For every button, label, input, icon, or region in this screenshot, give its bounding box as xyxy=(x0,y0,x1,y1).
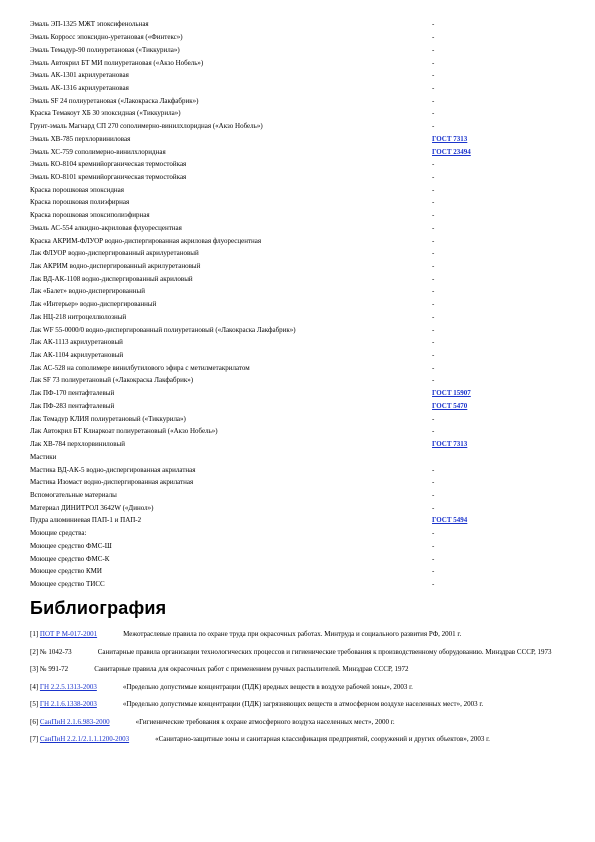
material-name: Лак ПФ-283 пентафталевый xyxy=(30,401,115,410)
material-name: Лак WF 55-0000/0 водно-диспергированный полиуретановый («Лакокраска Лакфабрик») xyxy=(30,325,296,334)
standard-value: - xyxy=(432,198,435,207)
table-row xyxy=(30,234,570,247)
standard-value: - xyxy=(432,223,435,232)
table-row xyxy=(30,272,570,285)
bibliography-number: [6] xyxy=(30,717,39,726)
table-row xyxy=(30,82,570,95)
table-row xyxy=(30,323,570,336)
material-name: Лак АК-1104 акрилуретановый xyxy=(30,351,124,360)
table-row xyxy=(30,298,570,311)
table-row xyxy=(30,158,570,171)
standard-value: - xyxy=(432,414,435,423)
bibliography-number: [2] xyxy=(30,647,39,656)
table-row xyxy=(30,501,570,514)
table-row xyxy=(30,476,570,489)
standard-value: - xyxy=(432,58,435,67)
material-name: Краска порошковая полиэфирная xyxy=(30,198,130,207)
reference-title: «Гигиенические требования к охране атмосферного воздуха населенных мест», 2000 г. xyxy=(135,717,395,726)
reference-title: «Санитарно-защитные зоны и санитарная классификация предприятий, сооружений и других объектов», 2003 г. xyxy=(155,735,490,743)
standard-link[interactable]: ГОСТ 23494 xyxy=(432,147,471,156)
table-row xyxy=(30,260,570,273)
standard-value: - xyxy=(432,529,435,538)
material-name: Вспомогательные материалы xyxy=(30,490,117,499)
table-row xyxy=(30,18,570,31)
material-name: Лак ВД-АК-1108 водно-диспергированный акриловый xyxy=(30,274,193,283)
material-name: Моющее средство ФМС-Ш xyxy=(30,541,112,550)
table-row xyxy=(30,69,570,82)
table-row xyxy=(30,374,570,387)
standard-value: - xyxy=(432,160,435,169)
table-row xyxy=(30,514,570,527)
table-row xyxy=(30,94,570,107)
bibliography-item xyxy=(30,700,568,710)
standard-value: - xyxy=(432,376,435,385)
table-row xyxy=(30,412,570,425)
bibliography-list xyxy=(30,630,568,753)
material-name: Эмаль Автокрил БТ МИ полиуретановая («Акзо Нобель») xyxy=(30,58,204,67)
material-name: Лак АС-528 на сополимере винилбутилового эфира с метилметакрилатом xyxy=(30,363,250,372)
table-row xyxy=(30,171,570,184)
material-name: Лак АКРИМ водно-диспергированный акрилуретановый xyxy=(30,262,201,271)
material-name: Лак Автокрил БТ Клиаркоат полиуретановый («Акзо Нобель») xyxy=(30,427,218,436)
material-name: Эмаль Корросс эпоксидно-уретановая («Финтекс») xyxy=(30,33,183,42)
standard-value: - xyxy=(432,490,435,499)
material-name: Эмаль КО-8104 кремнийорганическая термостойкая xyxy=(30,160,187,169)
reference-link[interactable]: ГН 2.2.5.1313-2003 xyxy=(39,682,97,691)
bibliography-number: [5] xyxy=(30,700,39,708)
material-name: Лак «Интерьер» водно-диспергированный xyxy=(30,300,157,309)
standard-value: - xyxy=(432,554,435,563)
table-row xyxy=(30,578,570,591)
reference-title: «Предельно допустимые концентрации (ПДК) загрязняющих веществ в атмосферном воздухе населенных мест», 2003 г. xyxy=(122,700,484,708)
reference-link[interactable]: ГН 2.1.6.1338-2003 xyxy=(39,700,97,708)
material-name: Мастики xyxy=(30,452,57,461)
material-name: Краска порошковая эпоксидная xyxy=(30,185,124,194)
table-row xyxy=(30,400,570,413)
table-row xyxy=(30,539,570,552)
reference-link[interactable]: СанПиН 2.1.6.983-2000 xyxy=(39,717,110,726)
standard-value: - xyxy=(432,45,435,54)
table-row xyxy=(30,247,570,260)
material-name: Грунт-эмаль Магнард СП 270 сополимерно-винилхлоридная («Акзо Нобель») xyxy=(30,122,263,131)
material-name: Эмаль ХВ-785 перхлорвиниловая xyxy=(30,134,131,143)
bibliography-number: [4] xyxy=(30,682,39,691)
material-name: Пудра алюминиевая ПАП-1 и ПАП-2 xyxy=(30,516,142,525)
table-row xyxy=(30,438,570,451)
table-row xyxy=(30,349,570,362)
standard-value: - xyxy=(432,325,435,334)
material-name: Мастика ВД-АК-5 водно-диспергированная акрилатная xyxy=(30,465,196,474)
bibliography-heading: Библиография xyxy=(30,598,167,618)
bibliography-item xyxy=(30,665,568,675)
material-name: Лак ФЛУОР водно-диспергированный акрилуретановый xyxy=(30,249,199,258)
material-name: Эмаль АК-1301 акрилуретановая xyxy=(30,71,129,80)
material-name: Эмаль АС-554 алкидно-акриловая флуоресцентная xyxy=(30,223,182,232)
standard-value: - xyxy=(432,83,435,92)
material-name: Эмаль Темадур-90 полиуретановая («Тиккурила») xyxy=(30,45,180,54)
table-row xyxy=(30,31,570,44)
standard-link[interactable]: ГОСТ 7313 xyxy=(432,134,468,143)
standard-value: - xyxy=(432,287,435,296)
standard-value: - xyxy=(432,236,435,245)
table-row xyxy=(30,285,570,298)
table-row xyxy=(30,56,570,69)
material-name: Лак ХВ-784 перхлорвиниловый xyxy=(30,440,125,449)
table-row xyxy=(30,209,570,222)
table-row xyxy=(30,311,570,324)
table-row xyxy=(30,336,570,349)
standard-value: - xyxy=(432,33,435,42)
material-name: Материал ДИНИТРОЛ 3642W («Динол») xyxy=(30,503,154,512)
table-row xyxy=(30,107,570,120)
table-row xyxy=(30,132,570,145)
table-row xyxy=(30,425,570,438)
reference-code: № 1042-73 xyxy=(39,647,72,656)
material-name: Моющее средство ТИСС xyxy=(30,579,105,588)
material-name: Эмаль SF 24 полиуретановая («Лакокраска Лакфабрик») xyxy=(30,96,199,105)
material-name: Моющее средство ФМС-К xyxy=(30,554,110,563)
material-name: Краска АКРИМ-ФЛУОР водно-диспергированная акриловая флуоресцентная xyxy=(30,236,262,245)
standard-value: - xyxy=(432,96,435,105)
standard-value: - xyxy=(432,20,435,29)
material-name: Краска Темакоут ХБ 30 эпоксидная («Тиккурила») xyxy=(30,109,181,118)
table-row xyxy=(30,387,570,400)
reference-title: Санитарные правила организации технологических процессов и гигиенические требования к производственному оборудованию. Минздрав СССР, 1973 xyxy=(97,647,552,656)
standard-value: - xyxy=(432,172,435,181)
material-name: Мастика Изомаст водно-диспергированная акрилатная xyxy=(30,478,194,487)
bibliography-item xyxy=(30,648,568,658)
standard-link[interactable]: ГОСТ 5494 xyxy=(432,516,468,525)
standard-value: - xyxy=(432,338,435,347)
standard-value: - xyxy=(432,478,435,487)
material-name: Эмаль АК-1316 акрилуретановая xyxy=(30,83,129,92)
bibliography-number: [7] xyxy=(30,735,39,743)
table-row xyxy=(30,196,570,209)
bibliography-number: [1] xyxy=(30,630,39,638)
reference-code: № 991-72 xyxy=(39,665,69,673)
standard-value: - xyxy=(432,262,435,271)
table-row xyxy=(30,463,570,476)
materials-table xyxy=(30,18,570,590)
material-name: Лак «Балет» водно-диспергированный xyxy=(30,287,145,296)
material-name: Эмаль ЭП-1325 МЖТ эпоксифенольная xyxy=(30,20,149,29)
standard-value: - xyxy=(432,541,435,550)
standard-value: - xyxy=(432,351,435,360)
material-name: Эмаль КО-8101 кремнийорганическая термостойкая xyxy=(30,172,187,181)
bibliography-item xyxy=(30,683,568,693)
material-name: Эмаль ХС-759 сополимерно-винилхлоридная xyxy=(30,147,166,156)
standard-value: - xyxy=(432,122,435,131)
standard-value: - xyxy=(432,185,435,194)
table-row xyxy=(30,552,570,565)
table-row xyxy=(30,145,570,158)
material-name: Моющее средство КМИ xyxy=(30,567,102,576)
bibliography-item xyxy=(30,718,568,728)
standard-value: - xyxy=(432,427,435,436)
bibliography-item xyxy=(30,735,568,745)
reference-link[interactable]: СанПиН 2.2.1/2.1.1.1200-2003 xyxy=(39,735,130,743)
standard-value: - xyxy=(432,567,435,576)
table-row xyxy=(30,120,570,133)
bibliography-number: [3] xyxy=(30,665,39,673)
bibliography-item xyxy=(30,630,568,640)
table-row xyxy=(30,183,570,196)
standard-value: - xyxy=(432,249,435,258)
reference-title: Межотраслевые правила по охране труда при окрасочных работах. Минтруда и социального развития РФ, 2001 г. xyxy=(123,630,462,638)
table-row xyxy=(30,527,570,540)
table-row xyxy=(30,450,570,463)
table-row xyxy=(30,222,570,235)
reference-title: Санитарные правила для окрасочных работ с применением ручных распылителей. Минздрав СССР, 1972 xyxy=(94,665,409,673)
standard-link[interactable]: ГОСТ 7313 xyxy=(432,440,468,449)
standard-value: - xyxy=(432,300,435,309)
standard-value: - xyxy=(432,312,435,321)
reference-link[interactable]: ПОТ Р М-017-2001 xyxy=(39,630,98,638)
material-name: Моющие средства: xyxy=(30,529,87,538)
table-row xyxy=(30,361,570,374)
standard-value: - xyxy=(432,363,435,372)
standard-value: - xyxy=(432,109,435,118)
table-row xyxy=(30,43,570,56)
standard-value: - xyxy=(432,211,435,220)
standard-value: - xyxy=(432,579,435,588)
standard-value: - xyxy=(432,71,435,80)
reference-title: «Предельно допустимые концентрации (ПДК) вредных веществ в воздухе рабочей зоны», 2003 г. xyxy=(122,682,413,691)
material-name: Лак АК-1113 акрилуретановый xyxy=(30,338,123,347)
material-name: Лак ПФ-170 пентафталевый xyxy=(30,389,115,398)
material-name: Лак Темадур КЛИЯ полиуретановый («Тиккурила») xyxy=(30,414,186,423)
table-row xyxy=(30,565,570,578)
material-name: Лак SF 73 полиуретановый («Лакокраска Лакфабрик») xyxy=(30,376,194,385)
table-row xyxy=(30,489,570,502)
standard-link[interactable]: ГОСТ 5470 xyxy=(432,401,468,410)
material-name: Лак НЦ-218 нитроцеллюлозный xyxy=(30,312,127,321)
standard-value: - xyxy=(432,503,435,512)
material-name: Краска порошковая эпоксиполиэфирная xyxy=(30,211,150,220)
standard-value: - xyxy=(432,465,435,474)
standard-value: - xyxy=(432,274,435,283)
standard-link[interactable]: ГОСТ 15907 xyxy=(432,389,471,398)
